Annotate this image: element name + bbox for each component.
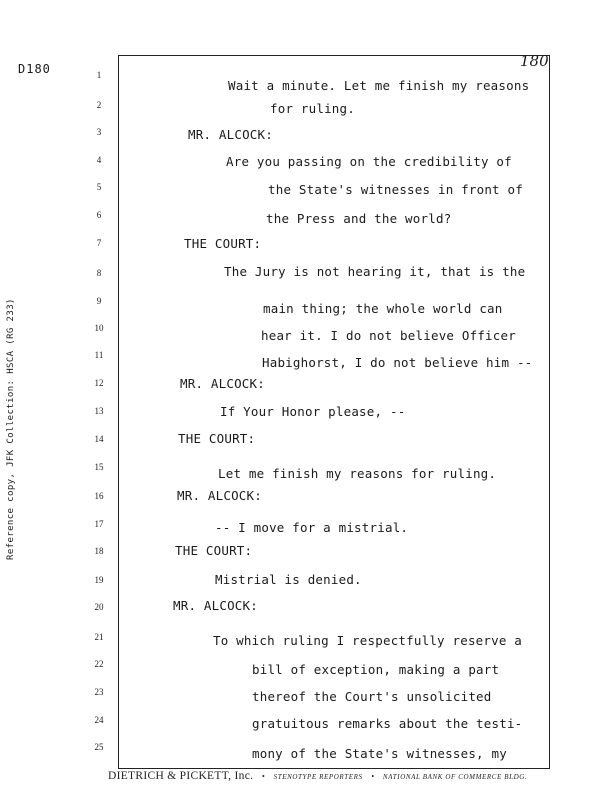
line-number: 18: [94, 546, 104, 556]
transcript-line: The Jury is not hearing it, that is the: [224, 264, 526, 279]
transcript-line: mony of the State's witnesses, my: [252, 746, 507, 761]
transcript-line: bill of exception, making a part: [252, 662, 500, 677]
footer-firm: DIETRICH & PICKETT, Inc.: [108, 770, 254, 782]
transcript-line: -- I move for a mistrial.: [215, 520, 409, 535]
transcript-line: gratuitous remarks about the testi-: [252, 716, 523, 731]
line-number: 10: [94, 323, 104, 333]
footer-separator: •: [371, 772, 375, 781]
transcript-line: hear it. I do not believe Officer: [261, 328, 516, 343]
line-number: 7: [96, 238, 102, 248]
transcript-line: Wait a minute. Let me finish my reasons: [228, 78, 530, 93]
line-number: 16: [94, 491, 104, 501]
transcript-line: Are you passing on the credibility of: [226, 154, 512, 169]
line-number: 12: [94, 378, 104, 388]
speaker-label: MR. ALCOCK:: [177, 488, 262, 503]
transcript-line: Let me finish my reasons for ruling.: [218, 466, 497, 481]
speaker-label: MR. ALCOCK:: [188, 127, 273, 142]
footer-service: STENOTYPE REPORTERS: [273, 773, 363, 781]
line-number: 2: [96, 100, 102, 110]
footer-separator: •: [262, 772, 265, 781]
line-number: 21: [94, 632, 104, 642]
line-number: 8: [96, 268, 102, 278]
line-number: 25: [94, 742, 104, 752]
line-number: 3: [96, 127, 102, 137]
transcript-line: the Press and the world?: [266, 211, 452, 226]
line-number: 11: [94, 350, 104, 360]
line-number: 14: [94, 434, 104, 444]
line-number: 20: [94, 602, 104, 612]
page-number: 180: [520, 52, 549, 70]
transcript-line: the State's witnesses in front of: [268, 182, 523, 197]
line-number: 17: [94, 519, 104, 529]
transcript-line: main thing; the whole world can: [263, 301, 503, 316]
line-number: 4: [96, 155, 102, 165]
line-number: 5: [96, 182, 102, 192]
speaker-label: THE COURT:: [184, 236, 262, 251]
speaker-label: THE COURT:: [178, 431, 256, 446]
transcript-line: To which ruling I respectfully reserve a: [213, 633, 523, 648]
side-label: Reference copy, JFK Collection: HSCA (RG 233): [6, 298, 16, 560]
line-number: 15: [94, 462, 104, 472]
transcript-line: Mistrial is denied.: [215, 572, 362, 587]
footer: [108, 770, 527, 782]
line-number: 9: [96, 296, 102, 306]
line-number: 24: [94, 715, 104, 725]
speaker-label: MR. ALCOCK:: [180, 376, 265, 391]
line-number: 23: [94, 687, 104, 697]
speaker-label: MR. ALCOCK:: [173, 598, 258, 613]
transcript-line: thereof the Court's unsolicited: [252, 689, 492, 704]
transcript-line: Habighorst, I do not believe him --: [262, 355, 533, 370]
speaker-label: THE COURT:: [175, 543, 253, 558]
transcript-line: for ruling.: [270, 101, 355, 116]
footer-bank: NATIONAL BANK OF COMMERCE BLDG.: [382, 773, 528, 781]
line-number: 6: [96, 210, 102, 220]
line-number: 19: [94, 575, 104, 585]
doc-id: D180: [18, 62, 51, 76]
line-number: 22: [94, 659, 104, 669]
transcript-line: If Your Honor please, --: [220, 404, 406, 419]
line-number: 13: [94, 406, 104, 416]
line-number: 1: [96, 70, 102, 80]
